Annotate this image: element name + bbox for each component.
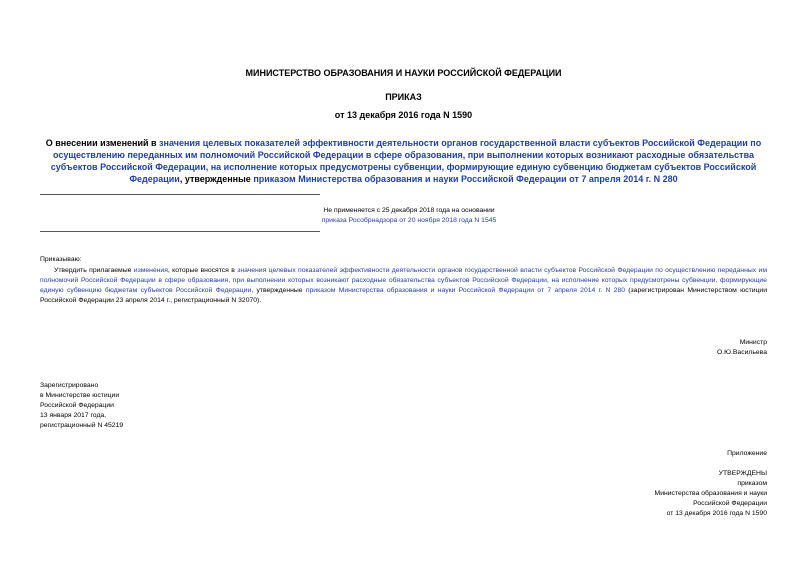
body-text-4: (зарегистрирован Министерством юстиции Российской Федерации 23 апреля 2014 г., регистрационный N 32070). xyxy=(40,287,768,304)
title-text-1: О внесении изменений в xyxy=(45,138,160,148)
divider-bottom xyxy=(40,231,320,232)
signature-position: Министр xyxy=(739,339,767,346)
body-link-order-280[interactable]: приказом Министерства образования и науки Российской Федерации от 7 апреля 2014 г. N 280 xyxy=(305,287,625,294)
document-title xyxy=(40,137,767,185)
body-text-2: , которые вносятся в xyxy=(167,267,238,274)
approval-line-2: Министерства образования и науки xyxy=(654,490,767,497)
document-type: ПРИКАЗ xyxy=(385,92,422,102)
title-text-2: , утвержденные xyxy=(179,174,254,184)
registration-line-1: Зарегистрировано xyxy=(40,382,99,389)
registration-line-4: 13 января 2017 года, xyxy=(40,412,107,419)
notice-link-order-1545[interactable]: приказа Рособрнадзора от 20 ноября 2018 года N 1545 xyxy=(321,217,497,224)
approval-line-4: от 13 декабря 2016 года N 1590 xyxy=(666,510,767,517)
status-notice xyxy=(304,206,514,226)
approval-line-1: приказом xyxy=(737,480,767,487)
body-text-3: , утвержденные xyxy=(251,287,306,294)
approval-line-3: Российской Федерации xyxy=(693,500,767,507)
appendix-label: Приложение xyxy=(727,450,767,457)
registration-block xyxy=(40,381,240,431)
approval-heading: УТВЕРЖДЕНЫ xyxy=(718,470,767,477)
signature-block xyxy=(600,338,767,358)
approval-block xyxy=(560,469,767,519)
signature-name: О.Ю.Васильева xyxy=(716,349,767,356)
order-body-paragraph xyxy=(40,266,767,306)
ministry-name: МИНИСТЕРСТВО ОБРАЗОВАНИЯ И НАУКИ РОССИЙСКОЙ ФЕДЕРАЦИИ xyxy=(245,68,562,78)
registration-line-2: в Министерстве юстиции xyxy=(40,392,120,399)
registration-line-3: Российской Федерации xyxy=(40,402,114,409)
body-link-changes[interactable]: изменения xyxy=(133,267,168,274)
body-link-target-values[interactable]: значения целевых показателей эффективности деятельности органов государственной власти субъектов Российской Федерации по осуществлению переданных им полномочий Российской Федерации в сфере образования, при выполнении которых возникают расходные обязательства субъектов Российской Федерации, на исполнение которых предусмотрены субвенции, формирующие единую субвенцию бюджетам субъектов Российской Федерации xyxy=(40,267,768,294)
title-link-target-values[interactable]: значения целевых показателей эффективности деятельности органов государственной власти субъектов Российской Федерации по осуществлению переданных им полномочий Российской Федерации в сфере образования, при выполнении которых возникают расходные обязательства субъектов Российской Федерации, на исполнение которых предусмотрены субвенции, формирующие единую субвенцию бюджетам субъектов Российской Федерации xyxy=(50,138,762,184)
title-link-order-280[interactable]: приказом Министерства образования и науки Российской Федерации от 7 апреля 2014 г. N 280 xyxy=(253,174,678,184)
body-text-1: Утвердить прилагаемые xyxy=(54,267,134,274)
registration-line-5: регистрационный N 45219 xyxy=(40,422,124,429)
order-directive: Приказываю: xyxy=(40,256,82,263)
document-date-number: от 13 декабря 2016 года N 1590 xyxy=(334,110,473,120)
divider-top xyxy=(40,194,320,195)
notice-text: Не применяется с 25 декабря 2018 года на основании xyxy=(323,207,495,214)
